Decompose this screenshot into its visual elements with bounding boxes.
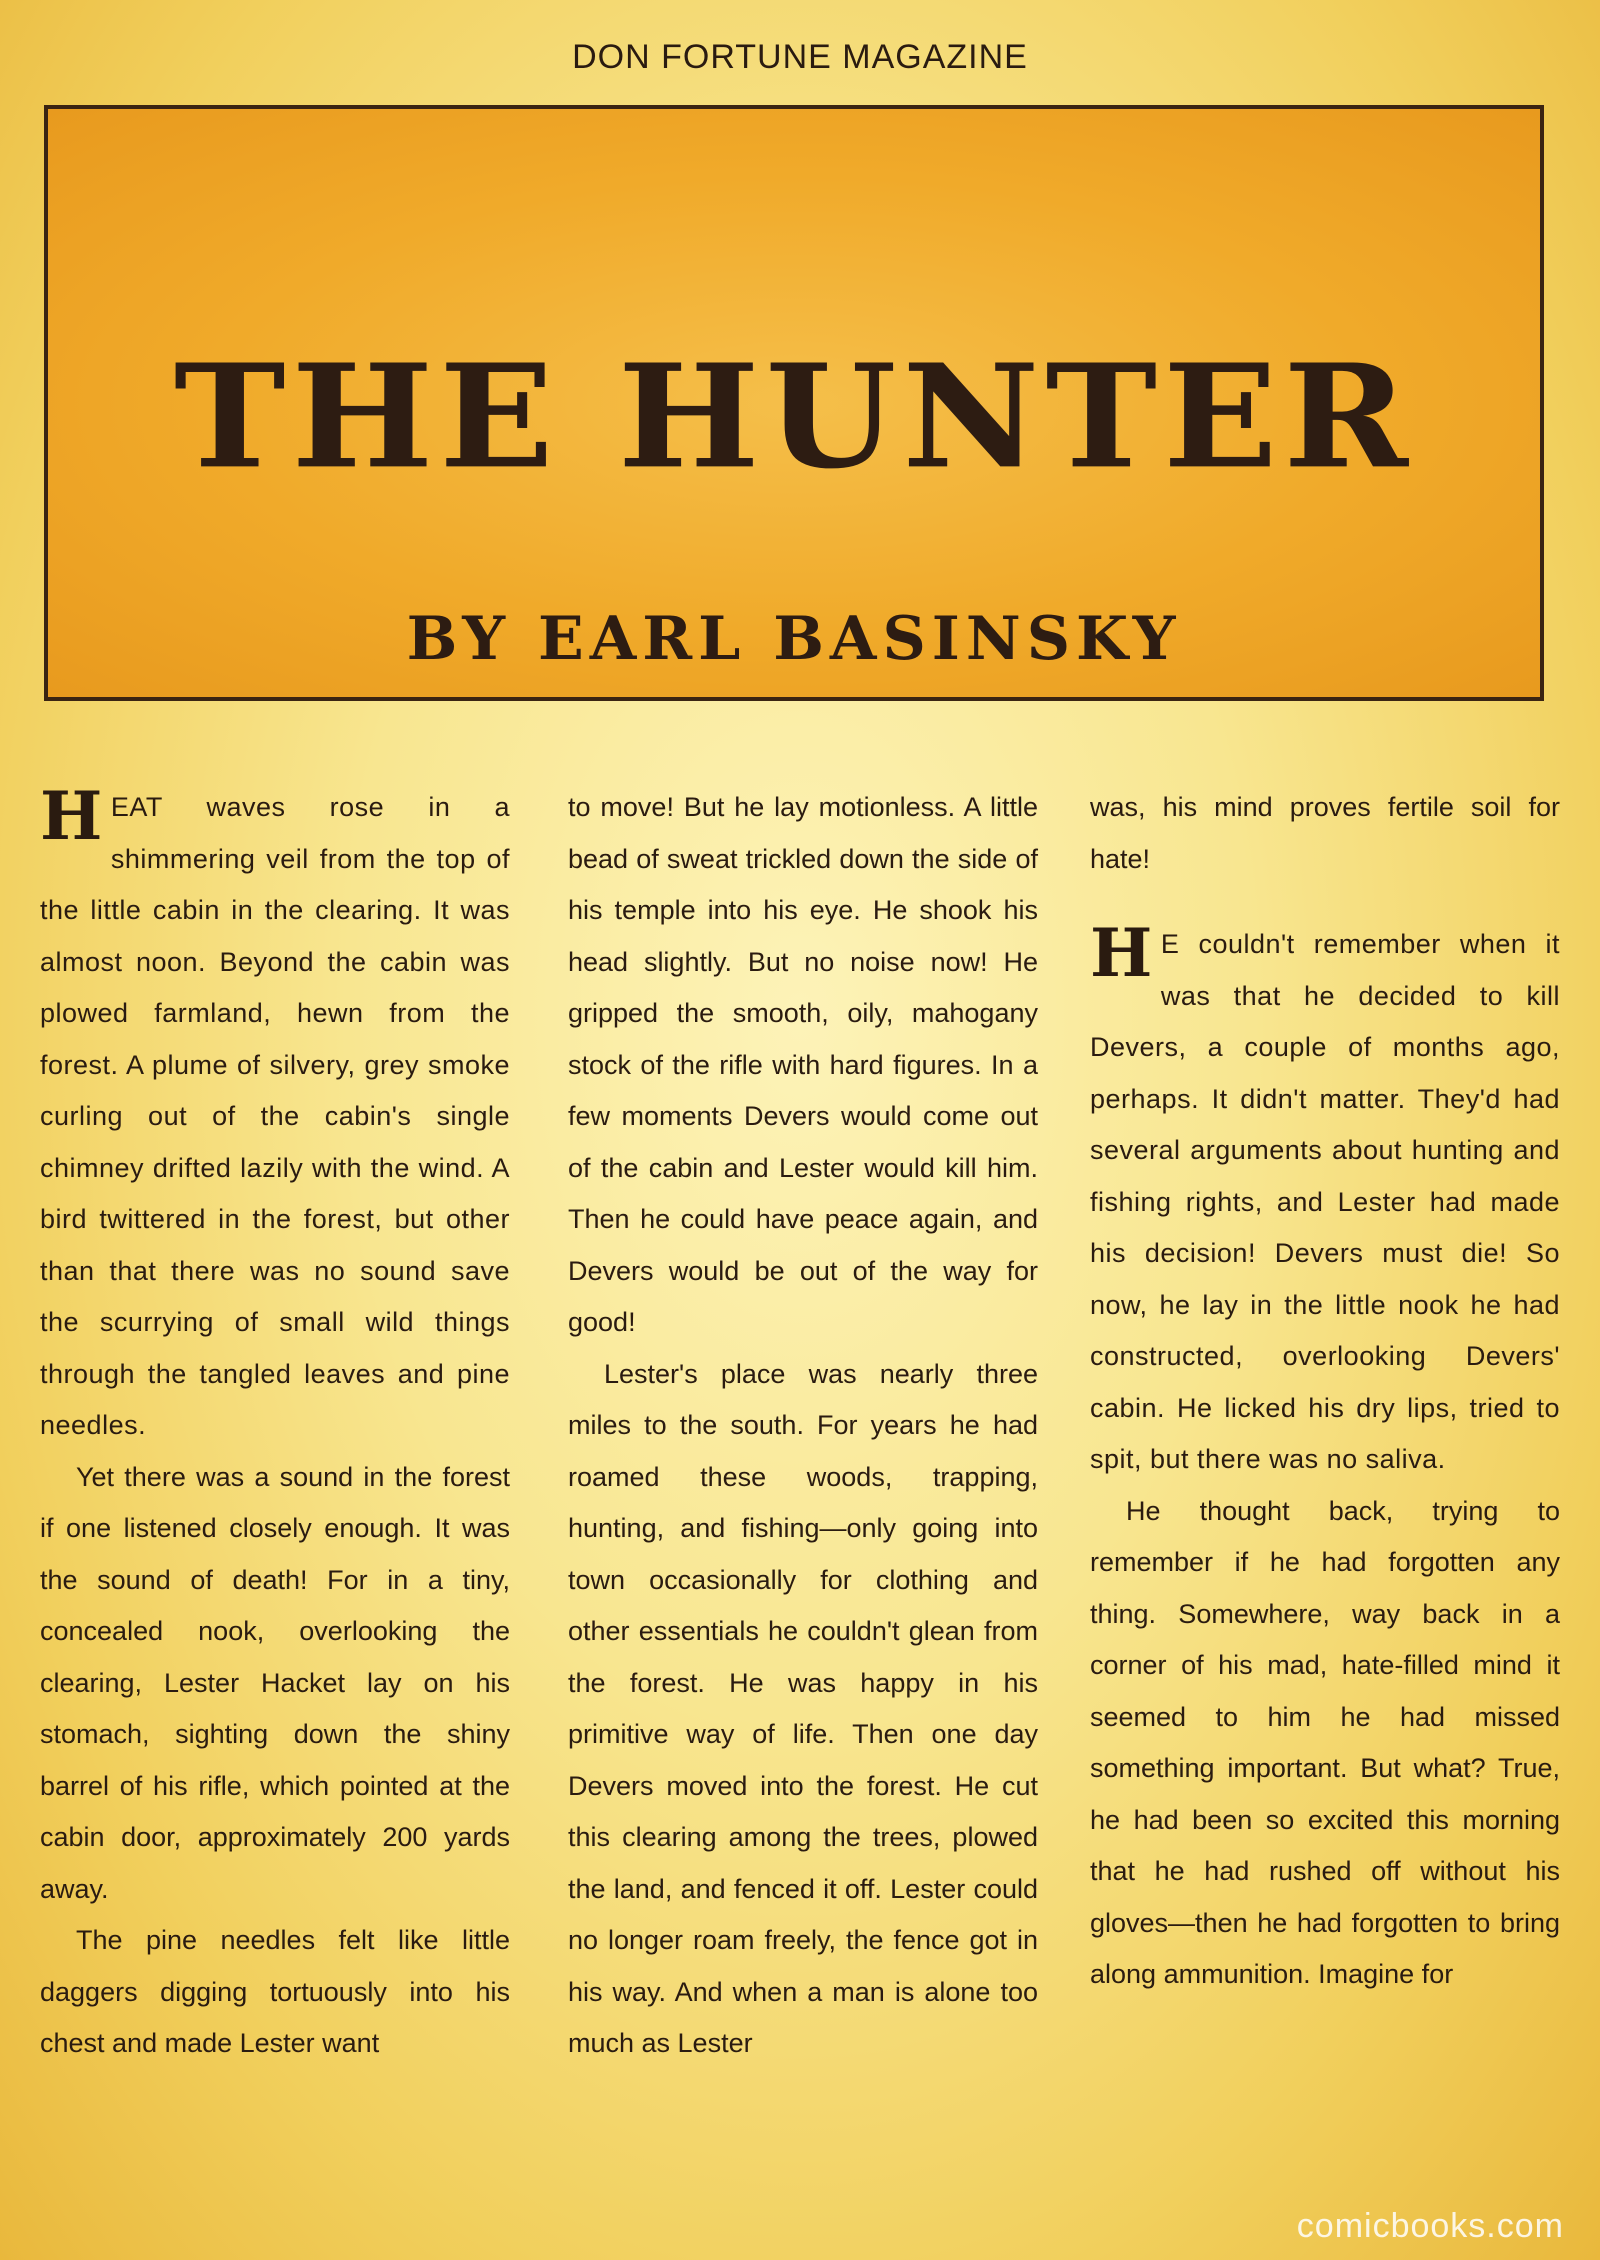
paragraph: to move! But he lay motionless. A little bead of sweat trickled down the side of his temple into his eye. He shook his head slightly. But no noise now! He gripped the smooth, oily, mahogany stock of the rifle with hard figures. In a few moments Devers would come out of the cabin and Lester would kill him. Then he could have peace again, and Devers would be out of the way for good!	[568, 792, 1038, 1337]
watermark: comicbooks.com	[1296, 2207, 1564, 2245]
drop-cap: H	[1090, 914, 1153, 992]
article-columns	[40, 777, 1560, 2182]
story-title: THE HUNTER	[173, 333, 1415, 501]
title-box	[44, 105, 1544, 701]
paragraph	[40, 777, 510, 1452]
paragraph	[1090, 914, 1560, 1486]
column-3	[1090, 782, 1560, 2001]
column-2	[568, 782, 1038, 2070]
paragraph-text: EAT waves rose in a shimmering veil from the top of the little cabin in the clearing. It was almost noon. Beyond the cabin was plowed farmland, hewn from the forest. A plume of silvery, grey smoke curling out of the cabin's single chimney drifted lazily with the wind. A bird twittered in the forest, but other than that there was no sound save the scurrying of small wild things through the tangled leaves and pine needles.	[40, 792, 510, 1440]
column-1	[40, 777, 510, 2070]
paragraph: Lester's place was nearly three miles to the south. For years he had roamed these woods, trapping, hunting, and fishing—only going into town occasionally for clothing and other essentials he couldn't glean from the forest. He was happy in his primitive way of life. Then one day Devers moved into the forest. He cut this clearing among the trees, plowed the land, and fenced it off. Lester could no longer roam freely, the fence got in his way. And when a man is alone too much as Lester	[568, 1358, 1038, 2058]
story-byline: BY EARL BASINSKY	[406, 604, 1182, 674]
section-gap	[1090, 885, 1560, 919]
magazine-header: DON FORTUNE MAGAZINE	[572, 38, 1028, 76]
paragraph: was, his mind proves fertile soil for hate!	[1090, 792, 1560, 874]
paragraph: Yet there was a sound in the forest if one listened closely enough. It was the sound of death! For in a tiny, concealed nook, overlooking the clearing, Lester Hacket lay on his stomach, sighting down the shiny barrel of his rifle, which pointed at the cabin door, approximately 200 yards away.	[40, 1461, 510, 1904]
drop-cap: H	[40, 777, 103, 855]
paragraph: The pine needles felt like little daggers digging tortuously into his chest and made Lester want	[40, 1925, 510, 2058]
paragraph-text: E couldn't remember when it was that he decided to kill Devers, a couple of months ago, perhaps. It didn't matter. They'd had several arguments about hunting and fishing rights, and Lester had made his decision! Devers must die! So now, he lay in the little nook he had constructed, overlooking Devers' cabin. He licked his dry lips, tried to spit, but there was no saliva.	[1090, 929, 1560, 1474]
paragraph: He thought back, trying to remember if he had forgotten any thing. Somewhere, way back in a corner of his mad, hate-filled mind it seemed to him he had missed something important. But what? True, he had been so excited this morning that he had rushed off without his gloves—then he had forgotten to bring along ammunition. Imagine for	[1090, 1495, 1560, 1989]
